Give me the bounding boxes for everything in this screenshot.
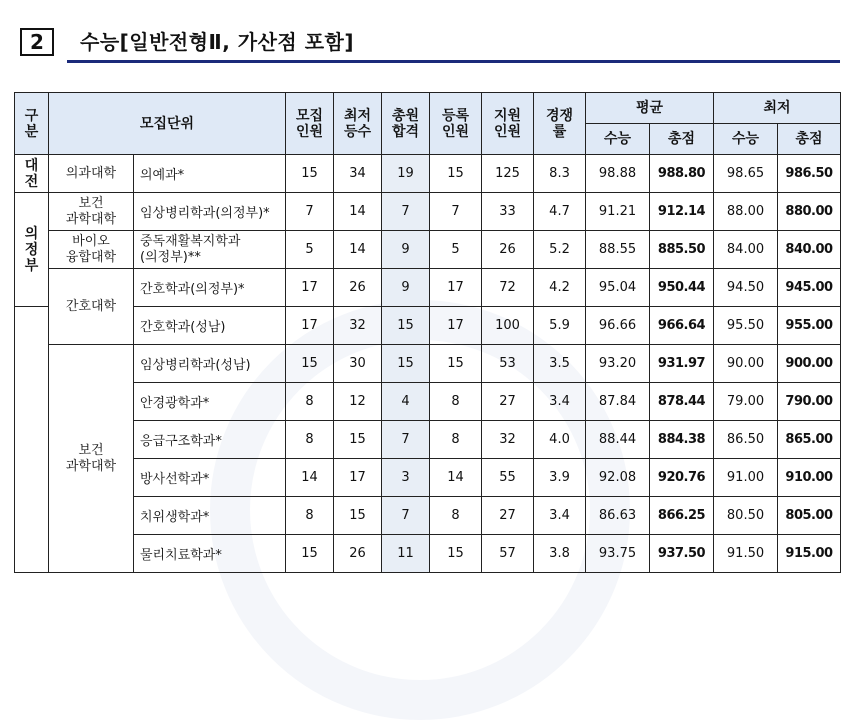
min-rank-cell: 34 <box>334 155 382 193</box>
unit-cell: 간호학과(성남) <box>134 307 286 345</box>
unit-cell: 물리치료학과* <box>134 535 286 573</box>
section-header <box>20 28 840 62</box>
header-min-total: 총점 <box>778 124 841 155</box>
quota-cell: 7 <box>286 193 334 231</box>
min-total-cell: 865.00 <box>778 421 841 459</box>
header-avg: 평균 <box>586 93 714 124</box>
admission-results-table <box>14 92 841 573</box>
competition-cell: 3.5 <box>534 345 586 383</box>
min-total-cell: 910.00 <box>778 459 841 497</box>
avg-total-cell: 884.38 <box>650 421 714 459</box>
applicants-cell: 57 <box>482 535 534 573</box>
unit-cell: 임상병리학과(성남) <box>134 345 286 383</box>
quota-cell: 15 <box>286 345 334 383</box>
registered-cell: 8 <box>430 421 482 459</box>
avg-suneung-cell: 86.63 <box>586 497 650 535</box>
min-total-cell: 986.50 <box>778 155 841 193</box>
unit-cell: 간호학과(의정부)* <box>134 269 286 307</box>
competition-cell: 3.4 <box>534 497 586 535</box>
total-pass-cell: 4 <box>382 383 430 421</box>
registered-cell: 7 <box>430 193 482 231</box>
unit-cell: 방사선학과* <box>134 459 286 497</box>
header-avg-suneung: 수능 <box>586 124 650 155</box>
quota-cell: 17 <box>286 269 334 307</box>
section-title: 수능[일반전형Ⅱ, 가산점 포함] <box>80 30 354 54</box>
avg-suneung-cell: 96.66 <box>586 307 650 345</box>
applicants-cell: 33 <box>482 193 534 231</box>
table-row <box>15 307 841 345</box>
avg-total-cell: 931.97 <box>650 345 714 383</box>
header-gubun: 구 분 <box>15 93 49 155</box>
applicants-cell: 27 <box>482 383 534 421</box>
registered-cell: 17 <box>430 269 482 307</box>
unit-cell: 임상병리학과(의정부)* <box>134 193 286 231</box>
competition-cell: 4.0 <box>534 421 586 459</box>
min-total-cell: 790.00 <box>778 383 841 421</box>
table-row <box>15 193 841 231</box>
avg-suneung-cell: 92.08 <box>586 459 650 497</box>
avg-suneung-cell: 91.21 <box>586 193 650 231</box>
registered-cell: 8 <box>430 497 482 535</box>
table-row <box>15 345 841 383</box>
total-pass-cell: 3 <box>382 459 430 497</box>
applicants-cell: 27 <box>482 497 534 535</box>
min-rank-cell: 30 <box>334 345 382 383</box>
table-row <box>15 269 841 307</box>
avg-suneung-cell: 87.84 <box>586 383 650 421</box>
min-rank-cell: 15 <box>334 421 382 459</box>
total-pass-cell: 9 <box>382 231 430 269</box>
unit-cell: 안경광학과* <box>134 383 286 421</box>
registered-cell: 17 <box>430 307 482 345</box>
registered-cell: 15 <box>430 155 482 193</box>
avg-total-cell: 920.76 <box>650 459 714 497</box>
min-total-cell: 955.00 <box>778 307 841 345</box>
total-pass-cell: 9 <box>382 269 430 307</box>
quota-cell: 14 <box>286 459 334 497</box>
min-total-cell: 915.00 <box>778 535 841 573</box>
avg-total-cell: 885.50 <box>650 231 714 269</box>
competition-cell: 5.2 <box>534 231 586 269</box>
header-total-pass: 총원 합격 <box>382 93 430 155</box>
registered-cell: 8 <box>430 383 482 421</box>
table-row <box>15 459 841 497</box>
competition-cell: 4.2 <box>534 269 586 307</box>
min-suneung-cell: 95.50 <box>714 307 778 345</box>
min-suneung-cell: 80.50 <box>714 497 778 535</box>
table-row <box>15 421 841 459</box>
min-total-cell: 900.00 <box>778 345 841 383</box>
header-competition: 경쟁 률 <box>534 93 586 155</box>
avg-suneung-cell: 88.55 <box>586 231 650 269</box>
college-health-science: 보건 과학대학 <box>49 193 134 231</box>
avg-suneung-cell: 93.75 <box>586 535 650 573</box>
total-pass-cell: 11 <box>382 535 430 573</box>
min-total-cell: 880.00 <box>778 193 841 231</box>
avg-total-cell: 988.80 <box>650 155 714 193</box>
registered-cell: 15 <box>430 535 482 573</box>
avg-total-cell: 866.25 <box>650 497 714 535</box>
competition-cell: 3.8 <box>534 535 586 573</box>
quota-cell: 15 <box>286 155 334 193</box>
min-rank-cell: 17 <box>334 459 382 497</box>
applicants-cell: 125 <box>482 155 534 193</box>
applicants-cell: 100 <box>482 307 534 345</box>
unit-cell: 응급구조학과* <box>134 421 286 459</box>
quota-cell: 15 <box>286 535 334 573</box>
min-suneung-cell: 88.00 <box>714 193 778 231</box>
header-min-suneung: 수능 <box>714 124 778 155</box>
avg-total-cell: 912.14 <box>650 193 714 231</box>
table-row <box>15 535 841 573</box>
min-rank-cell: 26 <box>334 269 382 307</box>
campus-uijeongbu: 의 정 부 <box>15 193 49 307</box>
table-row <box>15 497 841 535</box>
quota-cell: 8 <box>286 497 334 535</box>
min-suneung-cell: 98.65 <box>714 155 778 193</box>
registered-cell: 14 <box>430 459 482 497</box>
header-unit: 모집단위 <box>49 93 286 155</box>
min-rank-cell: 14 <box>334 231 382 269</box>
avg-total-cell: 878.44 <box>650 383 714 421</box>
quota-cell: 8 <box>286 421 334 459</box>
min-suneung-cell: 79.00 <box>714 383 778 421</box>
competition-cell: 4.7 <box>534 193 586 231</box>
college-medicine: 의과대학 <box>49 155 134 193</box>
avg-suneung-cell: 93.20 <box>586 345 650 383</box>
min-rank-cell: 14 <box>334 193 382 231</box>
avg-suneung-cell: 95.04 <box>586 269 650 307</box>
applicants-cell: 26 <box>482 231 534 269</box>
avg-total-cell: 966.64 <box>650 307 714 345</box>
campus-daejeon: 대 전 <box>15 155 49 193</box>
min-suneung-cell: 94.50 <box>714 269 778 307</box>
table-row <box>15 383 841 421</box>
min-total-cell: 840.00 <box>778 231 841 269</box>
college-nursing: 간호대학 <box>49 269 134 345</box>
total-pass-cell: 7 <box>382 193 430 231</box>
campus-seongnam-blank <box>15 307 49 573</box>
total-pass-cell: 19 <box>382 155 430 193</box>
competition-cell: 3.9 <box>534 459 586 497</box>
min-total-cell: 805.00 <box>778 497 841 535</box>
avg-total-cell: 937.50 <box>650 535 714 573</box>
min-rank-cell: 26 <box>334 535 382 573</box>
total-pass-cell: 15 <box>382 345 430 383</box>
min-suneung-cell: 90.00 <box>714 345 778 383</box>
min-suneung-cell: 84.00 <box>714 231 778 269</box>
header-avg-total: 총점 <box>650 124 714 155</box>
total-pass-cell: 15 <box>382 307 430 345</box>
quota-cell: 17 <box>286 307 334 345</box>
avg-suneung-cell: 88.44 <box>586 421 650 459</box>
unit-cell: 치위생학과* <box>134 497 286 535</box>
min-rank-cell: 15 <box>334 497 382 535</box>
avg-suneung-cell: 98.88 <box>586 155 650 193</box>
applicants-cell: 32 <box>482 421 534 459</box>
section-number: 2 <box>20 28 54 56</box>
min-rank-cell: 12 <box>334 383 382 421</box>
competition-cell: 3.4 <box>534 383 586 421</box>
min-suneung-cell: 91.50 <box>714 535 778 573</box>
applicants-cell: 72 <box>482 269 534 307</box>
total-pass-cell: 7 <box>382 421 430 459</box>
applicants-cell: 53 <box>482 345 534 383</box>
header-quota: 모집 인원 <box>286 93 334 155</box>
applicants-cell: 55 <box>482 459 534 497</box>
college-health-science-seongnam: 보건 과학대학 <box>49 345 134 573</box>
header-min-rank: 최저 등수 <box>334 93 382 155</box>
min-rank-cell: 32 <box>334 307 382 345</box>
college-bio-convergence: 바이오 융합대학 <box>49 231 134 269</box>
min-total-cell: 945.00 <box>778 269 841 307</box>
header-min: 최저 <box>714 93 841 124</box>
quota-cell: 5 <box>286 231 334 269</box>
quota-cell: 8 <box>286 383 334 421</box>
title-underline <box>67 60 840 63</box>
registered-cell: 15 <box>430 345 482 383</box>
avg-total-cell: 950.44 <box>650 269 714 307</box>
registered-cell: 5 <box>430 231 482 269</box>
table-row <box>15 155 841 193</box>
competition-cell: 5.9 <box>534 307 586 345</box>
table-row <box>15 231 841 269</box>
header-registered: 등록 인원 <box>430 93 482 155</box>
min-suneung-cell: 91.00 <box>714 459 778 497</box>
competition-cell: 8.3 <box>534 155 586 193</box>
total-pass-cell: 7 <box>382 497 430 535</box>
unit-cell: 의예과* <box>134 155 286 193</box>
header-applicants: 지원 인원 <box>482 93 534 155</box>
min-suneung-cell: 86.50 <box>714 421 778 459</box>
unit-cell: 중독재활복지학과 (의정부)** <box>134 231 286 269</box>
